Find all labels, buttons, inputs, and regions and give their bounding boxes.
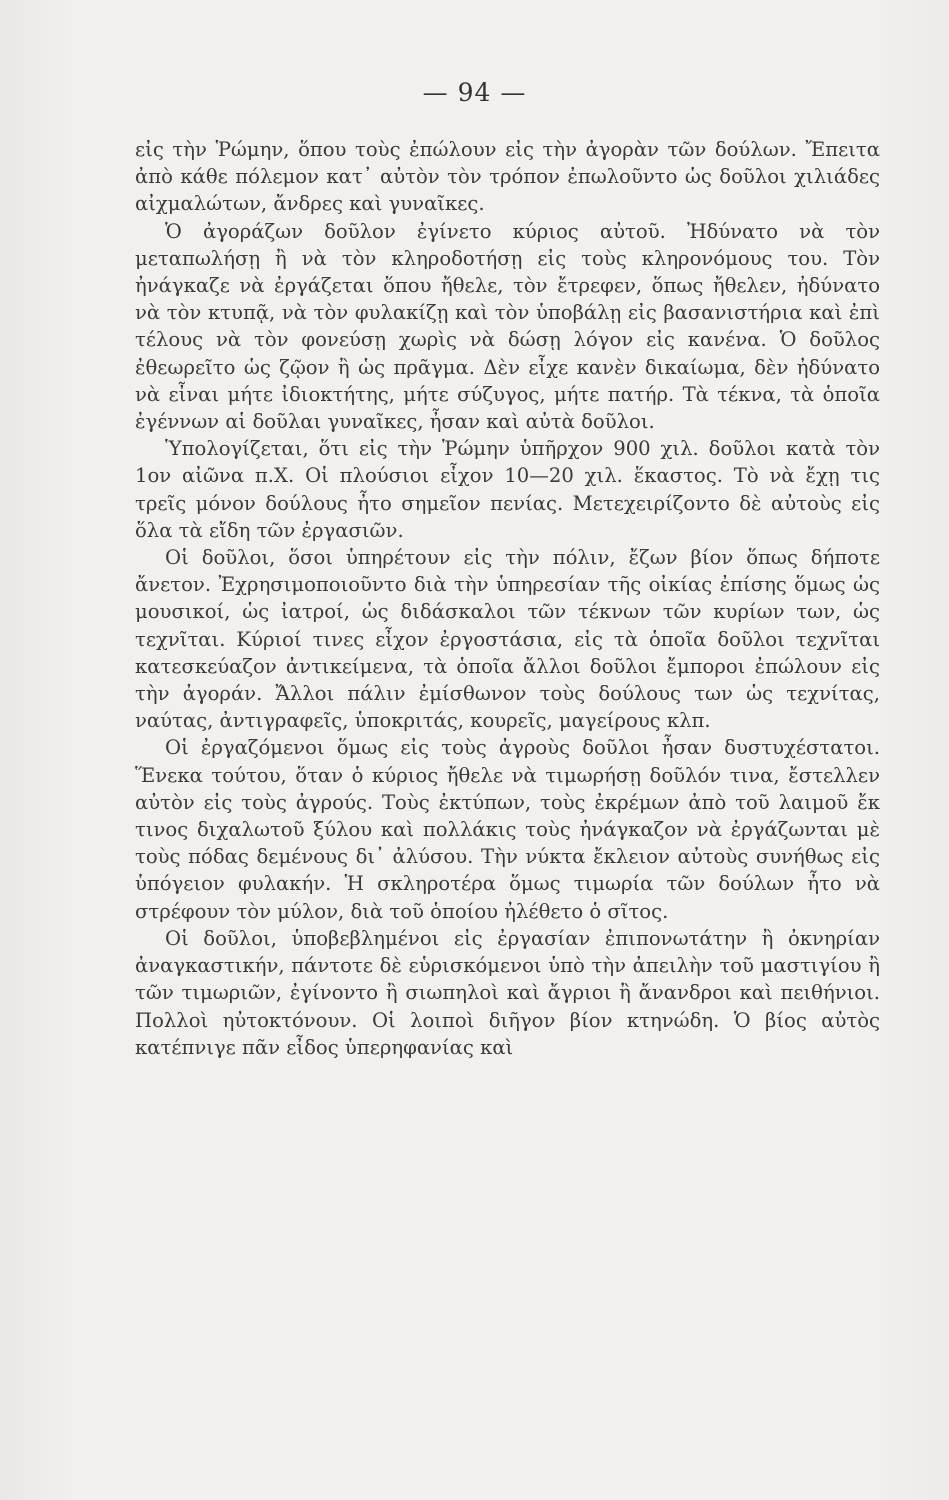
page-number: — 94 —	[422, 78, 527, 107]
body-text	[135, 136, 880, 1061]
paragraph: Ὑπολογίζεται, ὅτι εἰς τὴν Ῥώμην ὑπῆρχον 900 χιλ. δοῦλοι κατὰ τὸν 1ον αἰῶνα π.Χ. Οἱ πλούσιοι εἶχον 10—20 χιλ. ἕκαστος. Τὸ νὰ ἔχῃ τις τρεῖς μόνον δούλους ἦτο σημεῖον πενίας. Μετεχειρίζοντο δὲ αὐτοὺς εἰς ὅλα τὰ εἴδη τῶν ἐργασιῶν.	[135, 437, 880, 542]
paragraph: Οἱ δοῦλοι, ὅσοι ὑπηρέτουν εἰς τὴν πόλιν, ἔζων βίον ὅπως δήποτε ἄνετον. Ἐχρησιμοποιοῦντο διὰ τὴν ὑπηρεσίαν τῆς οἰκίας ἐπίσης ὅμως ὡς μουσικοί, ὡς ἰατροί, ὡς διδάσκαλοι τῶν τέκνων τῶν κυρίων των, ὡς τεχνῖται. Κύριοί τινες εἶχον ἐργοστάσια, εἰς τὰ ὁποῖα δοῦλοι τεχνῖται κατεσκεύαζον ἀντικείμενα, τὰ ὁποῖα ἄλλοι δοῦλοι ἔμποροι ἐπώλουν εἰς τὴν ἀγοράν. Ἄλλοι πάλιν ἐμίσθωνον τοὺς δούλους των ὡς τεχνίτας, ναύτας, ἀντιγραφεῖς, ὑποκριτάς, κουρεῖς, μαγείρους κλπ.	[135, 546, 880, 733]
paragraph: Ὁ ἀγοράζων δοῦλον ἐγίνετο κύριος αὐτοῦ. Ἠδύνατο νὰ τὸν μεταπωλήσῃ ἢ νὰ τὸν κληροδοτήσῃ εἰς τοὺς κληρονόμους του. Τὸν ἠνάγκαζε νὰ ἐργάζεται ὅπου ἤθελε, τὸν ἔτρεφεν, ὅπως ἤθελεν, ἠδύνατο νὰ τὸν κτυπᾷ, νὰ τὸν φυλακίζῃ καὶ τὸν ὑποβάλῃ εἰς βασανιστήρια καὶ ἐπὶ τέλους νὰ τὸν φονεύσῃ χωρὶς νὰ δώσῃ λόγον εἰς κανένα. Ὁ δοῦλος ἐθεωρεῖτο ὡς ζῷον ἢ ὡς πρᾶγμα. Δὲν εἶχε κανὲν δικαίωμα, δὲν ἠδύνατο νὰ εἶναι μήτε ἰδιοκτήτης, μήτε σύζυγος, μήτε πατήρ. Τὰ τέκνα, τὰ ὁποῖα ἐγέννων αἱ δοῦλαι γυναῖκες, ἦσαν καὶ αὐτὰ δοῦλοι.	[135, 219, 880, 434]
paragraph: Οἱ δοῦλοι, ὑποβεβλημένοι εἰς ἐργασίαν ἐπιπονωτάτην ἢ ὀκνηρίαν ἀναγκαστικήν, πάντοτε δὲ εὑρισκόμενοι ὑπὸ τὴν ἀπειλὴν τοῦ μαστιγίου ἢ τῶν τιμωριῶν, ἐγίνοντο ἢ σιωπηλοὶ καὶ ἄγριοι ἢ ἄνανδροι καὶ πειθήνιοι. Πολλοὶ ηὐτοκτόνουν. Οἱ λοιποὶ διῆγον βίον κτηνώδη. Ὁ βίος αὐτὸς κατέπνιγε πᾶν εἶδος ὑπερηφανίας καὶ	[135, 926, 880, 1059]
paragraph: εἰς τὴν Ῥώμην, ὅπου τοὺς ἐπώλουν εἰς τὴν ἀγορὰν τῶν δούλων. Ἔπειτα ἀπὸ κάθε πόλεμον κατ᾽ αὐτὸν τὸν τρόπον ἐπωλοῦντο ὡς δοῦλοι χιλιάδες αἰχμαλώτων, ἄνδρες καὶ γυναῖκες.	[135, 138, 880, 216]
paragraph: Οἱ ἐργαζόμενοι ὅμως εἰς τοὺς ἀγροὺς δοῦλοι ἦσαν δυστυχέστατοι. Ἕνεκα τούτου, ὅταν ὁ κύριος ἤθελε νὰ τιμωρήσῃ δοῦλόν τινα, ἔστελλεν αὐτὸν εἰς τοὺς ἀγρούς. Τοὺς ἐκτύπων, τοὺς ἐκρέμων ἀπὸ τοῦ λαιμοῦ ἔκ τινος διχαλωτοῦ ξύλου καὶ πολλάκις τοὺς ἠνάγκαζον νὰ ἐργάζωνται μὲ τοὺς πόδας δεμένους δι᾽ ἀλύσου. Τὴν νύκτα ἔκλειον αὐτοὺς συνήθως εἰς ὑπόγειον φυλακήν. Ἡ σκληροτέρα ὅμως τιμωρία τῶν δούλων ἦτο νὰ στρέφουν τὸν μύλον, διὰ τοῦ ὁποίου ἠλέθετο ὁ σῖτος.	[135, 736, 880, 923]
